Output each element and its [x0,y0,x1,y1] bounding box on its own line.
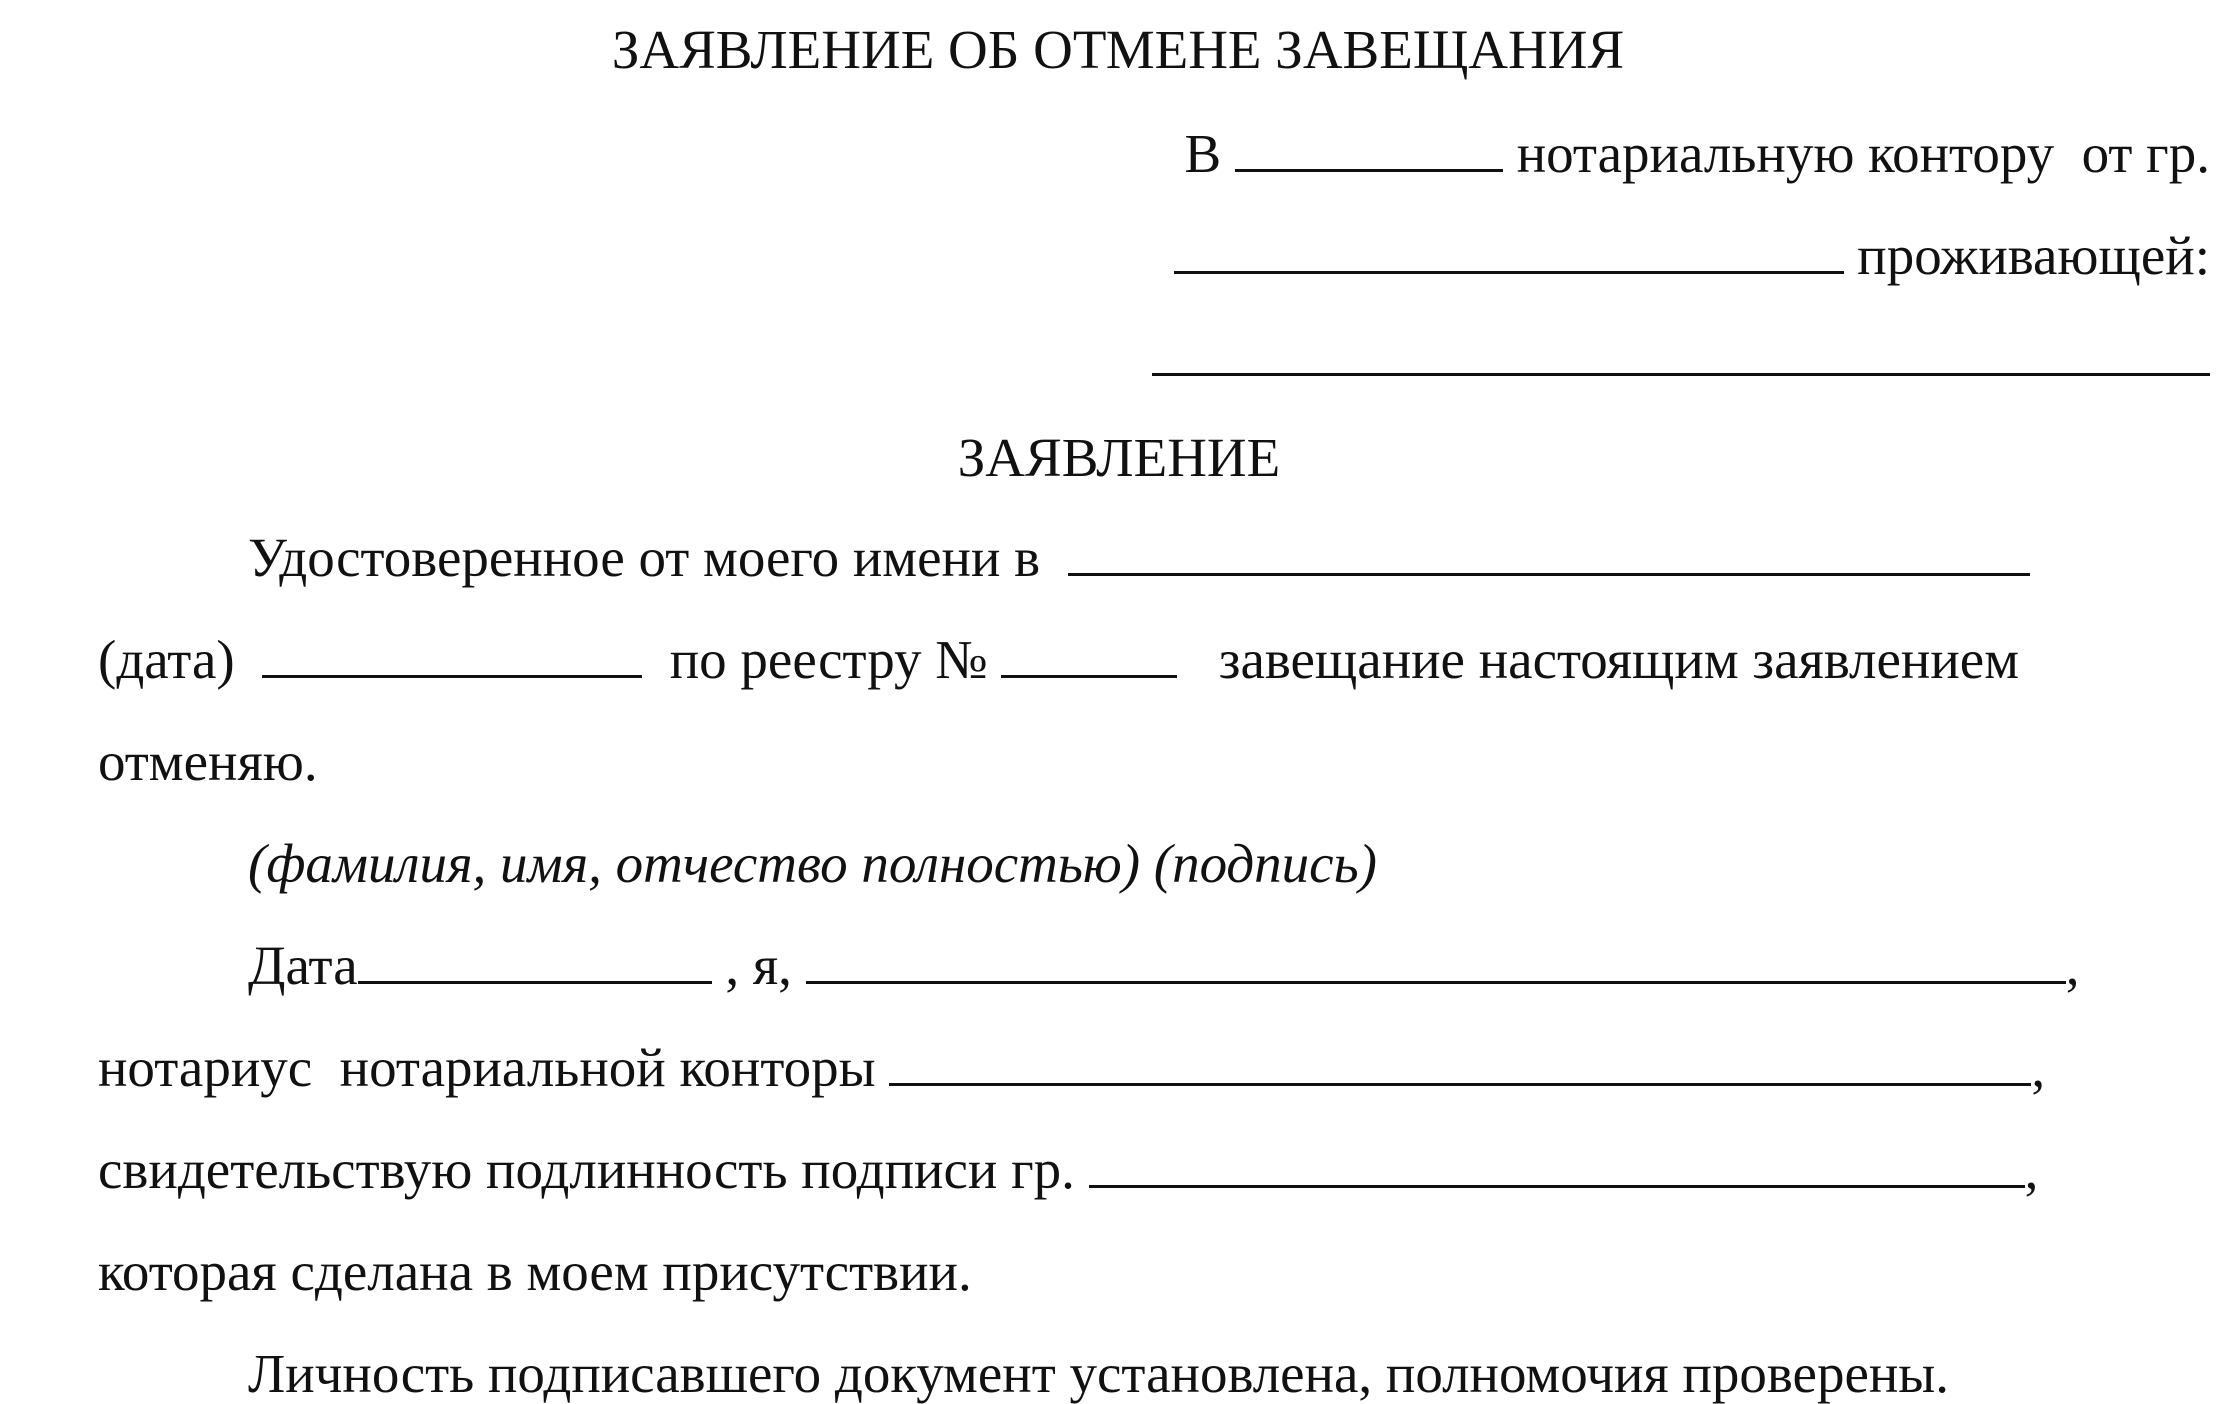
authenticity-text: свидетельствую подлинность подписи гр. [98,1139,1089,1200]
header-residence-line [1174,225,2210,286]
header-prefix: В [1184,123,1222,184]
header-recipient-text: нотариальную контору от гр. [1516,123,2210,184]
body-line-3: отменяю. [98,731,318,792]
notary-office-blank [1235,168,1503,172]
address-blank [1152,372,2210,376]
comma: , [2065,935,2080,996]
body-line-8: которая сделана в моем присутствии. [98,1241,972,1302]
registry-label: по реестру № [669,629,988,690]
notary-intro: , я, [711,935,806,996]
body-line-1 [248,527,2030,588]
notary-date-label: Дата [248,935,358,996]
body-line-9: Личность подписавшего документ установлена, полномочия проверены. [248,1343,1949,1404]
body-text-certified: Удостоверенное от моего имени в [248,527,1041,588]
body-text-revocation: завещание настоящим заявлением [1218,629,2020,690]
date-blank [262,674,642,678]
document-title: ЗАЯВЛЕНИЕ ОБ ОТМЕНЕ ЗАВЕЩАНИЯ [611,19,1625,80]
notary-date-blank [358,980,712,984]
body-line-7 [98,1139,2039,1200]
notary-office-text: нотариус нотариальной конторы [98,1037,890,1098]
body-line-6 [98,1037,2046,1098]
notary-name-blank [806,980,2066,984]
signature-caption: (фамилия, имя, отчество полностью) (подпись) [248,833,1377,894]
header-recipient-line [1184,123,2210,184]
comma: , [2031,1037,2046,1098]
registry-number-blank [1001,674,1177,678]
notary-office-name-blank [889,1082,2031,1086]
date-label: (дата) [98,629,235,690]
certified-place-blank [1068,572,2030,576]
signer-name-blank [1089,1184,2025,1188]
body-line-5 [248,935,2080,996]
comma: , [2024,1139,2039,1200]
header-address-line [1152,330,2210,385]
applicant-name-blank [1174,270,1844,274]
body-line-2 [98,629,2020,690]
document-subtitle: ЗАЯВЛЕНИЕ [957,427,1281,488]
header-residence-text: проживающей: [1857,225,2210,286]
